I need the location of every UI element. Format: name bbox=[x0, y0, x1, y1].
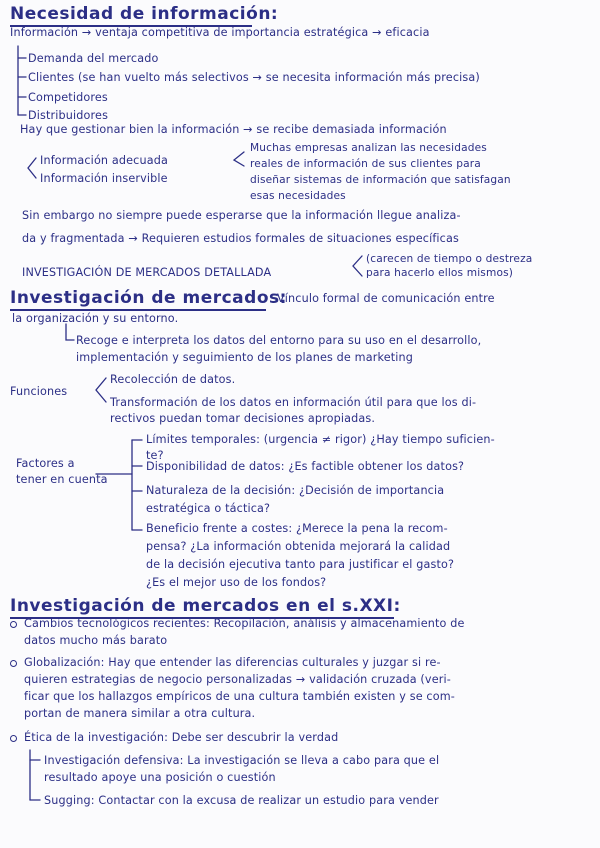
factor-item: de la decisión ejecutiva tanto para justificar el gasto? bbox=[146, 558, 455, 571]
ethics-sub-line: Investigación defensiva: La investigación se lleva a cabo para que el bbox=[44, 754, 440, 767]
collect-line: implementación y seguimiento de los planes de marketing bbox=[76, 351, 414, 364]
ethics-sub-line: resultado apoye una posición o cuestión bbox=[44, 771, 276, 784]
bullet-icon bbox=[10, 735, 17, 742]
bullet-icon bbox=[10, 660, 17, 667]
function-item: Recolección de datos. bbox=[110, 373, 236, 386]
intro-line: Información → ventaja competitiva de importancia estratégica → eficacia bbox=[10, 26, 430, 39]
bullet-line: ficar que los hallazgos empíricos de una cultura también existen y se com- bbox=[24, 690, 455, 703]
list-item: Clientes (se han vuelto más selectivos → se necesita información más precisa) bbox=[28, 71, 480, 84]
bullet-line: Globalización: Hay que entender las diferencias culturales y juzgar si re- bbox=[24, 656, 441, 669]
detailed-label: INVESTIGACIÓN DE MERCADOS DETALLADA bbox=[22, 266, 272, 279]
factor-item: ¿Es el mejor uso de los fondos? bbox=[146, 576, 327, 589]
lack-note: para hacerlo ellos mismos) bbox=[366, 267, 514, 279]
info-type: Información inservible bbox=[40, 172, 168, 185]
link-def: Vínculo formal de comunicación entre bbox=[277, 292, 495, 305]
bullet-line: datos mucho más barato bbox=[24, 634, 168, 647]
heading-investigacion: Investigación de mercados: bbox=[10, 288, 287, 308]
factor-item: Disponibilidad de datos: ¿Es factible obtener los datos? bbox=[146, 460, 465, 473]
factor-item: te? bbox=[146, 449, 164, 462]
factor-item: Naturaleza de la decisión: ¿Decisión de importancia bbox=[146, 484, 445, 497]
companies-line: diseñar sistemas de información que satisfagan bbox=[250, 174, 511, 186]
function-item: Transformación de los datos en información útil para que los di- bbox=[110, 396, 477, 409]
factor-item: Límites temporales: (urgencia ≠ rigor) ¿Hay tiempo suficien- bbox=[146, 433, 495, 446]
bullet-line: quieren estrategias de negocio personalizadas → validación cruzada (veri- bbox=[24, 673, 451, 686]
factor-item: pensa? ¿La información obtenida mejorará la calidad bbox=[146, 540, 451, 553]
factors-label: tener en cuenta bbox=[16, 473, 108, 486]
ethics-sub-line: Sugging: Contactar con la excusa de realizar un estudio para vender bbox=[44, 794, 439, 807]
however-line: Sin embargo no siempre puede esperarse que la información llegue analiza- bbox=[22, 209, 461, 222]
functions-label: Funciones bbox=[10, 385, 68, 398]
heading-necesidad: Necesidad de información: bbox=[10, 4, 278, 24]
heading-sxxi: Investigación de mercados en el s.XXI: bbox=[10, 596, 401, 616]
bullet-line: Cambios tecnológicos recientes: Recopilación, análisis y almacenamiento de bbox=[24, 617, 465, 630]
collect-line: Recoge e interpreta los datos del entorno para su uso en el desarrollo, bbox=[76, 334, 482, 347]
list-item: Demanda del mercado bbox=[28, 52, 159, 65]
list-item: Distribuidores bbox=[28, 109, 109, 122]
bullet-icon bbox=[10, 621, 17, 628]
lack-note: (carecen de tiempo o destreza bbox=[366, 253, 533, 265]
companies-line: Muchas empresas analizan las necesidades bbox=[250, 142, 487, 154]
factor-item: estratégica o táctica? bbox=[146, 502, 271, 515]
list-item: Competidores bbox=[28, 91, 108, 104]
bullet-line: portan de manera similar a otra cultura. bbox=[24, 707, 256, 720]
link-def: la organización y su entorno. bbox=[12, 312, 179, 325]
factor-item: Beneficio frente a costes: ¿Merece la pena la recom- bbox=[146, 522, 448, 535]
function-item: rectivos puedan tomar decisiones apropiadas. bbox=[110, 412, 376, 425]
bullet-line: Ética de la investigación: Debe ser descubrir la verdad bbox=[24, 731, 339, 744]
companies-line: reales de información de sus clientes para bbox=[250, 158, 481, 170]
companies-line: esas necesidades bbox=[250, 190, 346, 202]
info-type: Información adecuada bbox=[40, 154, 168, 167]
manage-line: Hay que gestionar bien la información → se recibe demasiada información bbox=[20, 123, 447, 136]
however-line: da y fragmentada → Requieren estudios formales de situaciones específicas bbox=[22, 232, 459, 245]
factors-label: Factores a bbox=[16, 457, 75, 470]
